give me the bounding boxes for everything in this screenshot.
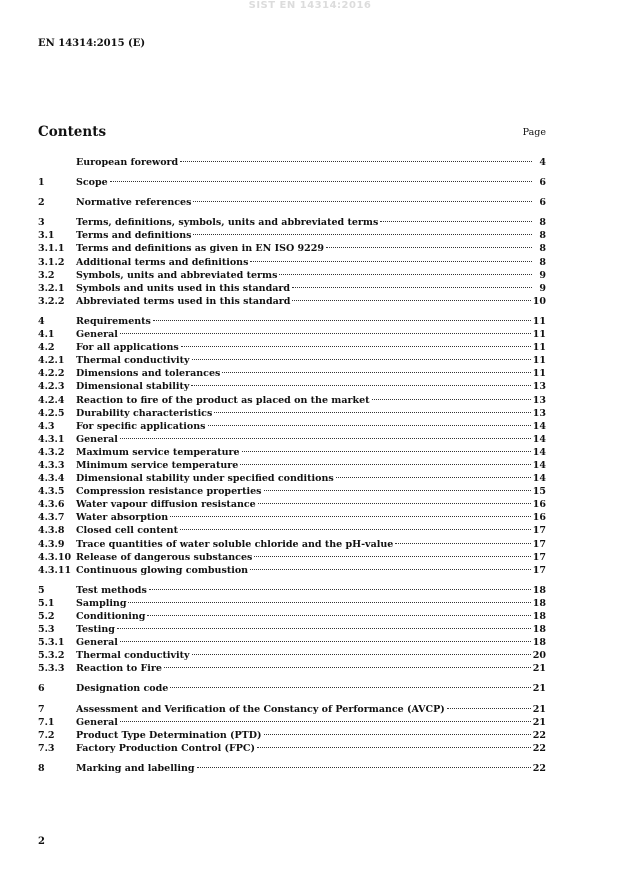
dot-leader — [192, 654, 531, 655]
dot-leader — [191, 385, 530, 386]
toc-entry-page: 17 — [532, 564, 546, 576]
toc-entry[interactable] — [38, 636, 546, 649]
toc-entry-number: 4.2.4 — [38, 394, 65, 406]
dot-leader — [170, 516, 531, 517]
toc-entry-title[interactable]: General — [76, 329, 118, 341]
toc-entry-title[interactable]: Closed cell content — [76, 525, 178, 537]
dot-leader — [447, 708, 531, 709]
dot-leader — [250, 569, 531, 570]
toc-entry-number: 3.1.1 — [38, 243, 65, 255]
toc-entry-page: 21 — [532, 663, 546, 675]
dot-leader — [254, 556, 530, 557]
toc-entry-page: 13 — [532, 407, 546, 419]
toc-entry-page: 21 — [532, 683, 546, 695]
toc-entry-number: 4.3.3 — [38, 459, 65, 471]
dot-leader — [292, 287, 532, 288]
toc-entry-page: 18 — [532, 624, 546, 636]
toc-entry-title[interactable]: Test methods — [76, 584, 147, 596]
toc-entry-number: 5.2 — [38, 611, 55, 622]
toc-entry[interactable] — [38, 610, 546, 623]
toc-entry[interactable] — [38, 498, 546, 511]
toc-section — [38, 762, 546, 775]
toc-entry-number: 4.2.3 — [38, 381, 65, 393]
toc-entry[interactable] — [38, 703, 546, 716]
toc-entry-page: 14 — [532, 459, 546, 471]
contents-heading: Contents — [38, 124, 107, 140]
toc-entry-number: 4.2.5 — [38, 407, 65, 419]
dot-leader — [264, 734, 531, 735]
dot-leader — [153, 320, 531, 321]
toc-entry-title[interactable]: Thermal conductivity — [76, 355, 190, 367]
toc-entry[interactable] — [38, 623, 546, 636]
toc-entry-page: 22 — [532, 742, 546, 754]
toc-entry[interactable] — [38, 662, 546, 675]
dot-leader — [395, 543, 530, 544]
toc-entry-page: 9 — [539, 282, 546, 294]
toc-entry-title[interactable]: For specific applications — [76, 420, 206, 432]
dot-leader — [117, 628, 531, 629]
toc-entry-number: 4.3 — [38, 420, 55, 432]
toc-entry[interactable] — [38, 367, 546, 380]
toc-entry-number: 5.1 — [38, 597, 55, 609]
toc-entry-title[interactable]: Additional terms and definitions — [76, 256, 249, 268]
toc-entry-page: 11 — [532, 315, 546, 327]
toc-entry[interactable] — [38, 564, 546, 577]
toc-entry-title[interactable]: Reaction to fire of the product as placed on the market — [76, 394, 370, 406]
toc-entry-page: 14 — [532, 446, 546, 458]
toc-entry-number: 7.3 — [38, 742, 55, 754]
dot-leader — [336, 477, 531, 478]
toc-entry-title[interactable]: Terms and definitions as given in EN ISO 9229 — [76, 243, 324, 255]
toc-entry-title[interactable]: Symbols, units and abbreviated terms — [76, 269, 278, 281]
toc-entry-title[interactable]: European foreword — [76, 157, 179, 168]
toc-entry-title[interactable]: Terms and definitions — [76, 230, 192, 242]
toc-entry-page: 17 — [532, 538, 546, 550]
toc-entry[interactable] — [38, 420, 546, 433]
dot-leader — [380, 221, 532, 222]
dot-leader — [279, 274, 532, 275]
toc-section — [38, 216, 546, 308]
toc-entry-page: 16 — [532, 499, 546, 511]
toc-entry-page: 8 — [539, 256, 546, 268]
toc-entry-title[interactable]: Terms, definitions, symbols, units and abbreviated terms — [76, 217, 379, 229]
toc-section — [38, 584, 546, 676]
toc-entry-number: 4.2 — [38, 342, 55, 354]
toc-entry[interactable] — [38, 446, 546, 459]
toc-entry[interactable] — [38, 682, 546, 695]
toc-entry-page: 14 — [532, 433, 546, 445]
toc-entry[interactable] — [38, 176, 546, 189]
toc-entry-page: 17 — [532, 525, 546, 537]
toc-entry[interactable] — [38, 315, 546, 328]
watermark: SIST EN 14314:2016 — [248, 0, 372, 11]
toc-section — [38, 176, 546, 189]
dot-leader — [208, 425, 531, 426]
document-id: EN 14314:2015 (E) — [38, 38, 146, 49]
toc-entry-page: 18 — [532, 611, 546, 622]
toc-entry-page: 18 — [532, 584, 546, 596]
toc-entry-title[interactable]: Assessment and Verification of the Constancy of Performance (AVCP) — [76, 703, 445, 715]
toc-entry[interactable] — [38, 229, 546, 242]
toc-entry-number: 8 — [38, 762, 45, 774]
toc-entry-page: 11 — [532, 329, 546, 341]
toc-entry[interactable] — [38, 472, 546, 485]
dot-leader — [147, 615, 530, 616]
toc-entry-title[interactable]: Conditioning — [76, 611, 146, 622]
toc-entry[interactable] — [38, 216, 546, 229]
toc-entry[interactable] — [38, 433, 546, 446]
dot-leader — [264, 490, 531, 491]
toc-entry[interactable] — [38, 380, 546, 393]
page-column-label: Page — [522, 127, 546, 138]
toc-entry[interactable] — [38, 156, 546, 169]
toc-entry-number: 4.3.7 — [38, 512, 65, 524]
toc-entry-number: 3 — [38, 217, 45, 229]
toc-entry-page: 21 — [532, 716, 546, 728]
toc-entry-page: 8 — [539, 230, 546, 242]
dot-leader — [192, 359, 531, 360]
toc-entry-title[interactable]: For all applications — [76, 342, 179, 354]
dot-leader — [258, 503, 531, 504]
toc-entry[interactable] — [38, 584, 546, 597]
toc-entry[interactable] — [38, 459, 546, 472]
toc-entry-title[interactable]: Factory Production Control (FPC) — [76, 742, 255, 754]
toc-entry-number: 4.3.9 — [38, 538, 65, 550]
toc-entry-title[interactable]: Normative references — [76, 197, 192, 209]
toc-entry-number: 4.3.8 — [38, 525, 65, 537]
dot-leader — [222, 372, 530, 373]
dot-leader — [257, 747, 531, 748]
toc-entry-number: 4.3.1 — [38, 433, 65, 445]
dot-leader — [250, 261, 532, 262]
dot-leader — [242, 451, 531, 452]
toc-entry-number: 5.3.3 — [38, 663, 65, 675]
toc-entry-title[interactable]: Compression resistance properties — [76, 486, 262, 498]
toc-entry-title[interactable]: Trace quantities of water soluble chloride and the pH-value — [76, 538, 394, 550]
toc-entry-page: 6 — [539, 177, 546, 189]
page-number: 2 — [38, 836, 45, 847]
toc-entry-title[interactable]: General — [76, 433, 118, 445]
dot-leader — [181, 346, 531, 347]
toc-entry-title[interactable]: Testing — [76, 624, 115, 636]
toc-entry-number: 5.3 — [38, 624, 55, 636]
toc-entry-page: 16 — [532, 512, 546, 524]
toc-entry-title[interactable]: Symbols and units used in this standard — [76, 282, 291, 294]
dot-leader — [193, 201, 532, 202]
dot-leader — [120, 438, 531, 439]
toc-entry-number: 3.2.1 — [38, 282, 65, 294]
toc-entry-page: 13 — [532, 394, 546, 406]
toc-entry-title[interactable]: Maximum service temperature — [76, 446, 240, 458]
toc-entry-page: 20 — [532, 650, 546, 662]
toc-entry-number: 2 — [38, 197, 45, 209]
toc-entry[interactable] — [38, 394, 546, 407]
dot-leader — [180, 161, 532, 162]
toc-entry-title[interactable]: Marking and labelling — [76, 762, 195, 774]
toc-entry-page: 10 — [532, 295, 546, 307]
toc-entry-number: 7.2 — [38, 729, 55, 741]
toc-entry-page: 18 — [532, 637, 546, 649]
toc-entry-number: 3.2 — [38, 269, 55, 281]
toc-entry-page: 15 — [532, 486, 546, 498]
toc-entry-number: 3.1 — [38, 230, 55, 242]
toc-entry-number: 4.3.5 — [38, 486, 65, 498]
toc-entry[interactable] — [38, 328, 546, 341]
toc-entry-page: 8 — [539, 243, 546, 255]
toc-entry-title[interactable]: General — [76, 716, 118, 728]
toc-entry[interactable] — [38, 729, 546, 742]
toc-entry-page: 14 — [532, 473, 546, 485]
toc-entry-page: 18 — [532, 597, 546, 609]
toc-section — [38, 156, 546, 169]
toc-entry[interactable] — [38, 354, 546, 367]
toc-entry-title[interactable]: Water vapour diffusion resistance — [76, 499, 256, 511]
toc-section — [38, 703, 546, 755]
toc-section — [38, 682, 546, 695]
toc-entry-title[interactable]: Scope — [76, 177, 108, 189]
toc-entry-title[interactable]: Reaction to Fire — [76, 663, 162, 675]
toc-entry-number: 4 — [38, 315, 45, 327]
toc-entry-title[interactable]: Dimensions and tolerances — [76, 368, 221, 380]
dot-leader — [164, 667, 531, 668]
toc-entry-number: 7.1 — [38, 716, 55, 728]
toc-entry[interactable] — [38, 341, 546, 354]
toc-entry-number: 3.2.2 — [38, 295, 65, 307]
toc-section — [38, 315, 546, 577]
toc-entry-title[interactable]: Minimum service temperature — [76, 459, 239, 471]
toc-entry[interactable] — [38, 242, 546, 255]
dot-leader — [110, 181, 532, 182]
toc-entry-page: 9 — [539, 269, 546, 281]
toc-entry-number: 7 — [38, 703, 45, 715]
toc-entry-number: 4.3.10 — [38, 551, 72, 563]
toc-entry-number: 5.3.1 — [38, 637, 65, 649]
dot-leader — [180, 529, 531, 530]
toc-entry-page: 14 — [532, 420, 546, 432]
toc-entry-title[interactable]: Abbreviated terms used in this standard — [76, 295, 291, 307]
toc-entry[interactable] — [38, 269, 546, 282]
dot-leader — [170, 687, 530, 688]
toc-entry-title[interactable]: Continuous glowing combustion — [76, 564, 249, 576]
toc-entry-page: 8 — [539, 217, 546, 229]
toc-entry[interactable] — [38, 538, 546, 551]
toc-entry-number: 3.1.2 — [38, 256, 65, 268]
dot-leader — [120, 641, 531, 642]
toc-entry-title[interactable]: Requirements — [76, 315, 151, 327]
toc-entry-number: 4.3.4 — [38, 473, 65, 485]
toc-entry-page: 4 — [539, 157, 546, 168]
toc-entry-number: 4.3.6 — [38, 499, 65, 511]
dot-leader — [292, 300, 530, 301]
toc-entry-page: 22 — [532, 762, 546, 774]
toc-entry-number: 5.3.2 — [38, 650, 65, 662]
toc-entry-title[interactable]: Durability characteristics — [76, 407, 213, 419]
toc-entry-number: 4.1 — [38, 329, 55, 341]
toc-entry-title[interactable]: Designation code — [76, 683, 169, 695]
toc-entry-title[interactable]: Thermal conductivity — [76, 650, 190, 662]
dot-leader — [240, 464, 530, 465]
toc-entry-page: 11 — [532, 342, 546, 354]
toc-entry-title[interactable]: Product Type Determination (PTD) — [76, 729, 262, 741]
toc-entry-page: 11 — [532, 368, 546, 380]
toc-entry-number: 6 — [38, 683, 45, 695]
toc-entry-number: 4.3.11 — [38, 564, 72, 576]
toc-entry-title[interactable]: General — [76, 637, 118, 649]
toc-entry-page: 13 — [532, 381, 546, 393]
dot-leader — [120, 721, 531, 722]
toc-entry[interactable] — [38, 485, 546, 498]
toc-entry-page: 17 — [532, 551, 546, 563]
toc-entry-page: 11 — [532, 355, 546, 367]
toc-entry[interactable] — [38, 407, 546, 420]
toc-entry[interactable] — [38, 742, 546, 755]
toc-entry-page: 6 — [539, 197, 546, 209]
toc-entry-title[interactable]: Sampling — [76, 597, 127, 609]
dot-leader — [120, 333, 531, 334]
toc-entry-page: 21 — [532, 703, 546, 715]
table-of-contents — [38, 156, 546, 782]
toc-entry[interactable] — [38, 511, 546, 524]
toc-entry[interactable] — [38, 196, 546, 209]
dot-leader — [128, 602, 530, 603]
toc-entry-page: 22 — [532, 729, 546, 741]
toc-entry-title[interactable]: Dimensional stability under specified conditions — [76, 473, 334, 485]
dot-leader — [149, 589, 531, 590]
toc-entry-title[interactable]: Water absorption — [76, 512, 169, 524]
toc-entry[interactable] — [38, 649, 546, 662]
toc-entry-number: 4.3.2 — [38, 446, 65, 458]
dot-leader — [372, 399, 531, 400]
dot-leader — [197, 767, 531, 768]
toc-entry[interactable] — [38, 597, 546, 610]
toc-entry-number: 4.2.2 — [38, 368, 65, 380]
toc-entry[interactable] — [38, 282, 546, 295]
toc-entry[interactable] — [38, 762, 546, 775]
dot-leader — [214, 412, 530, 413]
toc-entry-title[interactable]: Dimensional stability — [76, 381, 190, 393]
toc-entry-number: 1 — [38, 177, 45, 189]
toc-entry[interactable] — [38, 551, 546, 564]
toc-entry-number: 5 — [38, 584, 45, 596]
toc-entry[interactable] — [38, 295, 546, 308]
toc-section — [38, 196, 546, 209]
toc-entry-number: 4.2.1 — [38, 355, 65, 367]
toc-entry[interactable] — [38, 524, 546, 537]
toc-entry-title[interactable]: Release of dangerous substances — [76, 551, 253, 563]
toc-entry[interactable] — [38, 716, 546, 729]
dot-leader — [326, 247, 532, 248]
toc-entry[interactable] — [38, 256, 546, 269]
dot-leader — [193, 234, 532, 235]
